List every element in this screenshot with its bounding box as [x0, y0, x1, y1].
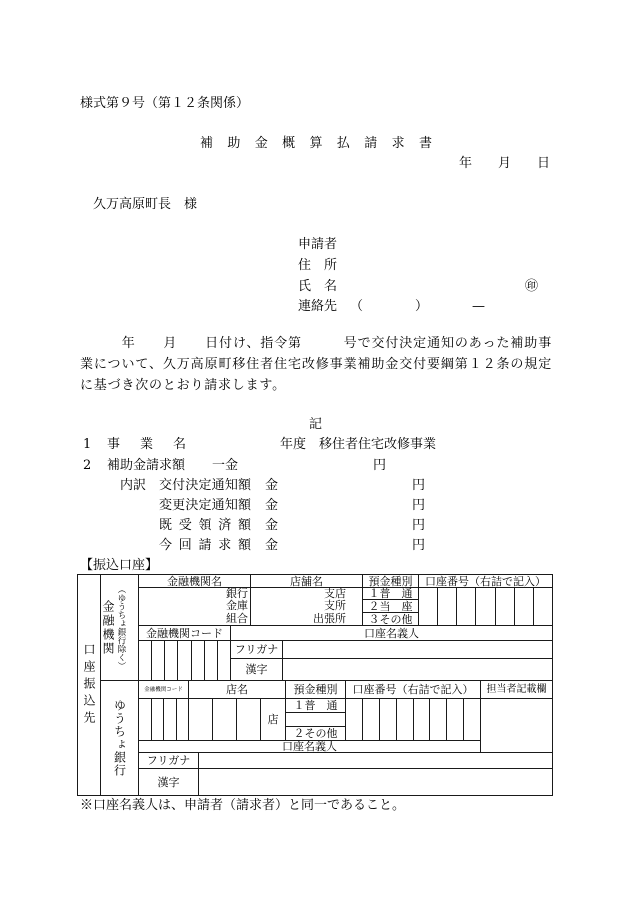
breakdown-row-label: 既 受 領 済 額 — [159, 518, 251, 533]
addressee: 久万高原町長 様 — [93, 197, 198, 212]
yucho-code-digit-cell — [138, 698, 152, 741]
yucho-header-account-number: 口座番号（右詰で記入） — [345, 680, 481, 699]
bank-section-label: 金融機関 — [101, 600, 115, 656]
bank-account-number-digit-cell — [456, 587, 476, 626]
applicant-contact-label: 連絡先 — [298, 299, 338, 314]
yucho-furigana-label: フリガナ — [138, 752, 199, 769]
table-side-label: 口座振込先 — [77, 574, 101, 796]
yucho-kanji-label: 漢字 — [138, 768, 199, 796]
bank-account-number-digit-cell — [533, 587, 553, 626]
yucho-account-number-digit-cell — [345, 698, 363, 741]
amount-label: 補助金請求額 — [107, 458, 186, 473]
yucho-header-staff: 担当者記載欄 — [480, 680, 553, 699]
form-title: 補 助 金 概 算 払 請 求 書 — [200, 136, 432, 151]
yucho-header-branch: 店名 — [188, 680, 286, 699]
breakdown-row-label: 変更決定通知額 — [159, 498, 251, 513]
yucho-code-digit-cell — [163, 698, 177, 741]
yucho-section-label: ゆうちょ銀行 — [100, 680, 139, 796]
date-line: 年 月 日 — [458, 156, 550, 171]
applicant-address-label: 住 所 — [298, 258, 338, 273]
bank-code-digit-cell — [177, 640, 191, 681]
bank-holder-header: 口座名義人 — [230, 625, 553, 641]
applicant-contact-dash: — — [472, 299, 485, 314]
yucho-account-number-digit-cell — [446, 698, 464, 741]
bank-kanji-label: 漢字 — [230, 658, 283, 681]
branch-type-shisho: 支所 — [324, 599, 346, 612]
bank-account-number-digit-cell — [495, 587, 515, 626]
breakdown-row-label: 交付決定通知額 — [159, 478, 251, 493]
bank-code-digit-cell — [138, 640, 152, 681]
yucho-account-number-digit-cell — [362, 698, 380, 741]
bank-account-number-digit-cell — [418, 587, 438, 626]
bank-code-digit-cell — [217, 640, 231, 681]
bank-account-type-option: ３その他 — [362, 612, 419, 626]
yucho-branch-digit-cell — [212, 698, 237, 741]
yucho-branch-digit-cell — [236, 698, 261, 741]
yucho-account-number-digit-cell — [429, 698, 447, 741]
transfer-heading: 【振込口座】 — [80, 558, 159, 573]
breakdown-row-prefix: 金 — [265, 518, 279, 533]
bank-header-institution: 金融機関名 — [138, 574, 251, 588]
yucho-code-digit-cell — [176, 698, 190, 741]
breakdown-row-prefix: 金 — [265, 538, 279, 553]
bank-header-account-type: 預金種別 — [362, 574, 419, 588]
seal-mark: ㊞ — [525, 279, 539, 294]
bank-kanji-field — [282, 658, 553, 681]
yucho-account-type-blank — [285, 712, 346, 727]
body-line-2: 業について、久万高原町移住者住宅改修事業補助金交付要綱第１２条の規定 — [80, 357, 552, 372]
bank-code-digit-cell — [191, 640, 205, 681]
institution-type-bank: 銀行 — [226, 587, 248, 600]
branch-type-shucchojo: 出張所 — [313, 612, 346, 625]
project-number: 1 — [83, 437, 92, 452]
applicant-contact-parentheses: （ ） — [350, 299, 429, 314]
footnote: ※口座名義人は、申請者（請求者）と同一であること。 — [80, 798, 406, 813]
bank-furigana-field — [282, 640, 553, 659]
breakdown-row-unit: 円 — [412, 498, 426, 513]
applicant-heading: 申請者 — [298, 237, 338, 252]
yucho-account-number-digit-cell — [379, 698, 397, 741]
yucho-header-account-type: 預金種別 — [285, 680, 346, 699]
yucho-account-number-digit-cell — [463, 698, 481, 741]
bank-section-note: （ゆうちょ銀行除く） — [116, 585, 126, 670]
bank-account-number-digit-cell — [514, 587, 534, 626]
bank-furigana-label: フリガナ — [230, 640, 283, 659]
yucho-kanji-field — [198, 768, 553, 796]
bank-account-type-option: １普 通 — [362, 587, 419, 600]
breakdown-row-unit: 円 — [412, 518, 426, 533]
bank-account-type-option: ２当 座 — [362, 599, 419, 613]
yucho-holder-header: 口座名義人 — [138, 740, 481, 753]
project-value: 年度 移住者住宅改修事業 — [280, 437, 437, 452]
record-heading: 記 — [309, 417, 323, 432]
bank-code-header: 金融機関コード — [138, 625, 231, 641]
bank-code-digit-cell — [204, 640, 218, 681]
amount-number: 2 — [83, 458, 92, 473]
body-line-1: 年 月 日付け、指令第 号で交付決定通知のあった補助事 — [80, 336, 552, 351]
breakdown-row-prefix: 金 — [265, 478, 279, 493]
bank-branch-cell — [250, 587, 363, 626]
yucho-account-number-digit-cell — [413, 698, 431, 741]
yucho-code-digit-cell — [151, 698, 165, 741]
yucho-account-type-option: ２その他 — [285, 726, 346, 741]
yucho-account-number-digit-cell — [396, 698, 414, 741]
yucho-header-code: 金融機関コード — [138, 680, 189, 699]
breakdown-label: 内訳 — [120, 478, 147, 493]
yucho-account-type-option: １普 通 — [285, 698, 346, 713]
yucho-branch-digit-cell — [188, 698, 213, 741]
bank-header-account-number: 口座番号（右詰で記入） — [418, 574, 553, 588]
breakdown-row-prefix: 金 — [265, 498, 279, 513]
yucho-branch-suffix: 店 — [260, 698, 286, 741]
bank-account-number-digit-cell — [475, 587, 495, 626]
amount-prefix: 一金 — [212, 458, 239, 473]
breakdown-row-label: 今 回 請 求 額 — [159, 538, 251, 553]
project-label: 事 業 名 — [107, 437, 190, 452]
applicant-name-label: 氏 名 — [298, 279, 338, 294]
bank-code-digit-cell — [164, 640, 178, 681]
yucho-furigana-field — [198, 752, 553, 769]
branch-type-shiten: 支店 — [324, 587, 346, 600]
institution-type-kumiai: 組合 — [226, 612, 248, 625]
bank-code-digit-cell — [151, 640, 165, 681]
form-number: 様式第９号（第１２条関係） — [80, 96, 250, 111]
breakdown-row-unit: 円 — [412, 478, 426, 493]
amount-unit: 円 — [373, 458, 387, 473]
institution-type-shinkin: 金庫 — [226, 599, 248, 612]
yucho-staff-field — [480, 698, 553, 753]
body-line-3: に基づき次のとおり請求します。 — [80, 378, 286, 393]
bank-header-branch: 店舗名 — [250, 574, 363, 588]
breakdown-row-unit: 円 — [412, 538, 426, 553]
bank-account-number-digit-cell — [437, 587, 457, 626]
